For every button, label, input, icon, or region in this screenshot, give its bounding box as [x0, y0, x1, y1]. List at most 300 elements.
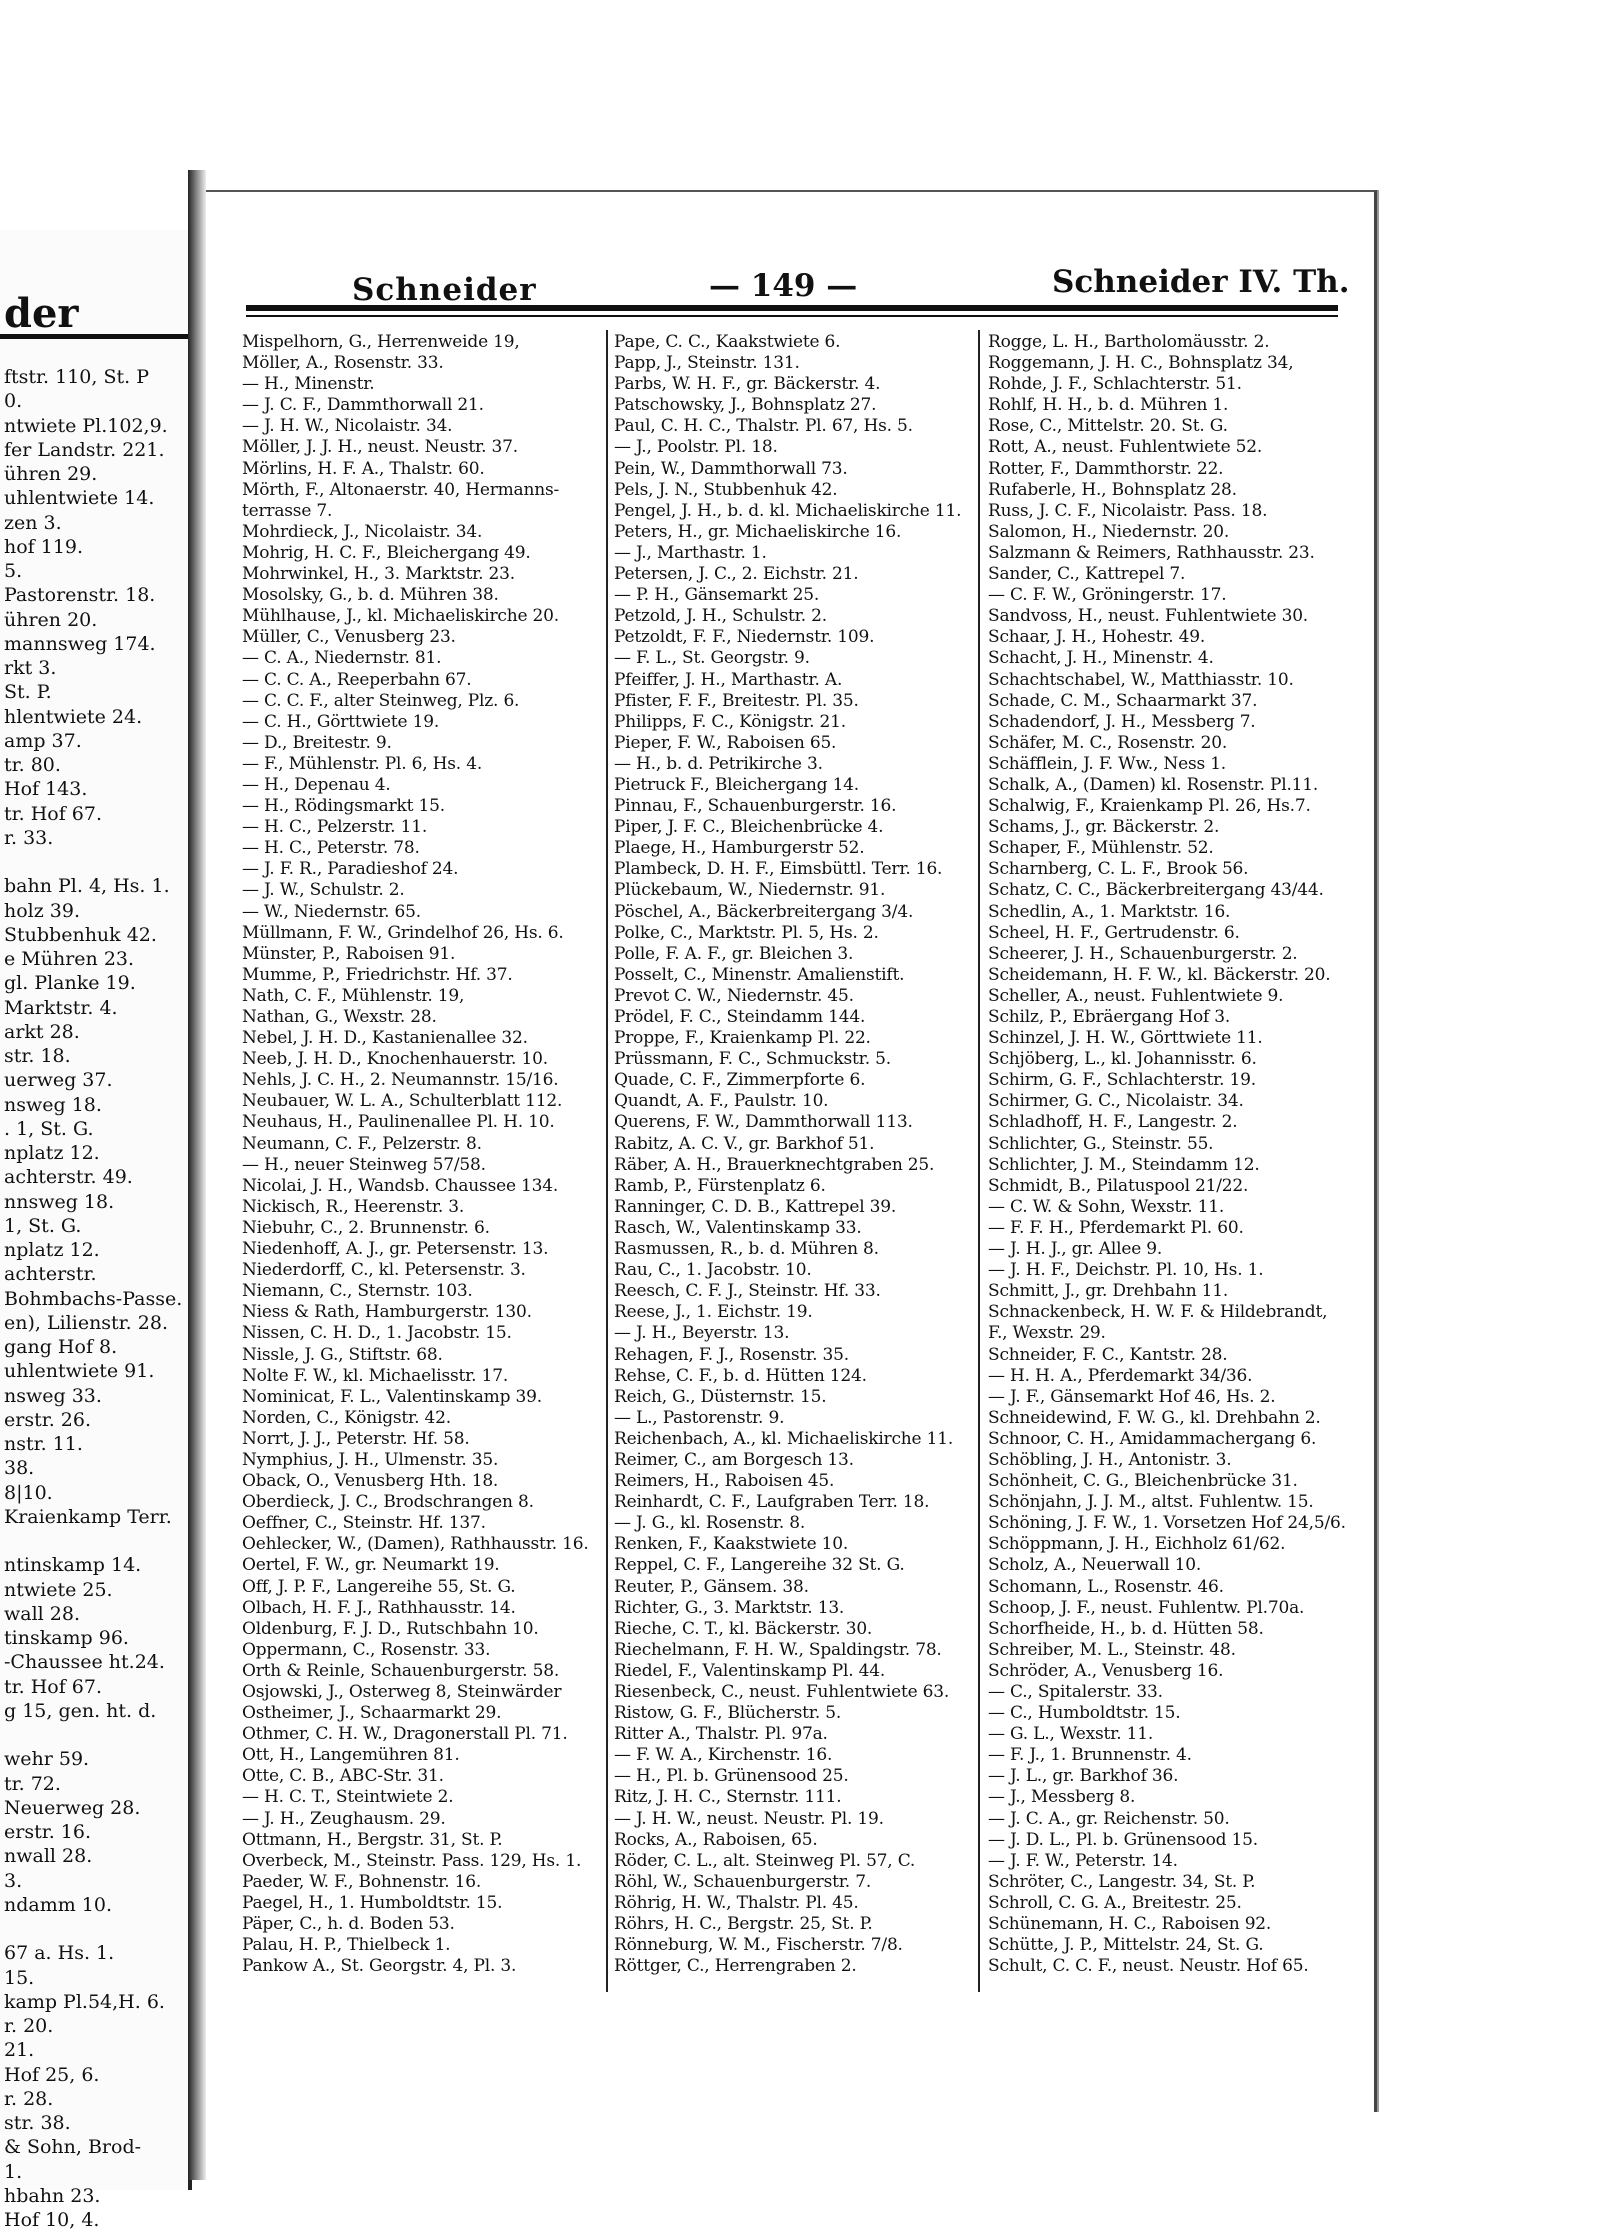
directory-entry: Patschowsky, J., Bohnsplatz 27.: [614, 395, 877, 416]
left-page-fragment: uhlentwiete 14.: [4, 487, 155, 510]
page-header: [206, 192, 1374, 312]
directory-entry: Schlichter, G., Steinstr. 55.: [988, 1133, 1214, 1154]
directory-entry: Nolte F. W., kl. Michaelisstr. 17.: [242, 1365, 509, 1386]
left-page-fragment: Bohmbachs-Passe.: [4, 1287, 183, 1310]
directory-entry: Röder, C. L., alt. Steinweg Pl. 57, C.: [614, 1850, 916, 1871]
directory-entry: Schladhoff, H. F., Langestr. 2.: [988, 1112, 1238, 1133]
left-page-fragment: [4, 850, 189, 874]
column-divider-1: [606, 330, 608, 1992]
left-page-fragment: Neuerweg 28.: [4, 1796, 141, 1819]
directory-entry: Riechelmann, F. H. W., Spaldingstr. 78.: [614, 1639, 942, 1660]
left-page-fragment: tinskamp 96.: [4, 1627, 129, 1649]
directory-entry: Schütte, J. P., Mittelstr. 24, St. G.: [988, 1935, 1264, 1956]
directory-entry: Parbs, W. H. F., gr. Bäckerstr. 4.: [614, 374, 881, 395]
directory-entry: Rufaberle, H., Bohnsplatz 28.: [988, 479, 1237, 500]
left-page-fragment: kamp Pl.54,H. 6.: [4, 1990, 165, 2013]
directory-entry: Rasmussen, R., b. d. Mühren 8.: [614, 1239, 879, 1260]
directory-entry: Oertel, F. W., gr. Neumarkt 19.: [242, 1555, 500, 1576]
directory-entry: — P. H., Gänsemarkt 25.: [614, 585, 820, 606]
left-page-fragment: achterstr.: [4, 1263, 97, 1286]
directory-entry: — H. C. T., Steintwiete 2.: [242, 1787, 454, 1808]
directory-entry: — H. C., Peterstr. 78.: [242, 838, 420, 859]
directory-entry: Scholz, A., Neuerwall 10.: [988, 1555, 1202, 1576]
header-right-title: Schneider IV. Th.: [1052, 264, 1350, 300]
left-page-fragment: Marktstr. 4.: [4, 996, 118, 1019]
left-page-fragment: holz 39.: [4, 899, 81, 922]
directory-entry: — J. H. W., neust. Neustr. Pl. 19.: [614, 1808, 884, 1829]
directory-entry: Schade, C. M., Schaarmarkt 37.: [988, 690, 1258, 711]
left-page-fragment: 67 a. Hs. 1.: [4, 1942, 115, 1965]
directory-entry: Reppel, C. F., Langereihe 32 St. G.: [614, 1555, 905, 1576]
directory-entry: Rönneburg, W. M., Fischerstr. 7/8.: [614, 1935, 903, 1956]
left-page-fragment: bahn Pl. 4, Hs. 1.: [4, 875, 170, 898]
directory-entry: Schoop, J. F., neust. Fuhlentw. Pl.70a.: [988, 1597, 1305, 1618]
directory-entry: Niess & Rath, Hamburgerstr. 130.: [242, 1302, 532, 1323]
directory-entry: Schöning, J. F. W., 1. Vorsetzen Hof 24,5/6.: [988, 1513, 1346, 1534]
directory-entry: Querens, F. W., Dammthorwall 113.: [614, 1112, 913, 1133]
left-page-fragment: nwall 28.: [4, 1845, 93, 1868]
directory-entry: — G. L., Wexstr. 11.: [988, 1724, 1154, 1745]
directory-entry: Orth & Reinle, Schauenburgerstr. 58.: [242, 1660, 560, 1681]
directory-entry: Schjöberg, L., kl. Johannisstr. 6.: [988, 1049, 1257, 1070]
directory-entry: Rott, A., neust. Fuhlentwiete 52.: [988, 437, 1263, 458]
column-1: [242, 332, 614, 1977]
directory-entry: Schaper, F., Mühlenstr. 52.: [988, 838, 1214, 859]
directory-entry: Schönheit, C. G., Bleichenbrücke 31.: [988, 1471, 1298, 1492]
directory-entry: Ramb, P., Fürstenplatz 6.: [614, 1175, 826, 1196]
directory-entry: — F. L., St. Georgstr. 9.: [614, 648, 810, 669]
directory-entry: — J. H. F., Deichstr. Pl. 10, Hs. 1.: [988, 1260, 1264, 1281]
directory-entry: — J. H. J., gr. Allee 9.: [988, 1239, 1163, 1260]
directory-entry: Schatz, C. C., Bäckerbreitergang 43/44.: [988, 880, 1324, 901]
left-page-fragment: ndamm 10.: [4, 1893, 113, 1916]
directory-entry: — J. G., kl. Rosenstr. 8.: [614, 1513, 806, 1534]
directory-entry: Schönjahn, J. J. M., altst. Fuhlentw. 15.: [988, 1492, 1314, 1513]
directory-entry: Neumann, C. F., Pelzerstr. 8.: [242, 1133, 482, 1154]
directory-entry: — J., Poolstr. Pl. 18.: [614, 437, 778, 458]
left-page-fragment: nplatz 12.: [4, 1239, 100, 1261]
directory-entry: Mohrwinkel, H., 3. Marktstr. 23.: [242, 564, 515, 585]
directory-entry: Sander, C., Kattrepel 7.: [988, 564, 1186, 585]
directory-entry: Rocks, A., Raboisen, 65.: [614, 1829, 818, 1850]
directory-entry: — J. W., Schulstr. 2.: [242, 880, 405, 901]
directory-entry: Neeb, J. H. D., Knochenhauerstr. 10.: [242, 1049, 548, 1070]
left-page-fragment: mannsweg 174.: [4, 632, 156, 655]
directory-entry: Pfister, F. F., Breitestr. Pl. 35.: [614, 690, 859, 711]
left-page-fragment: tr. Hof 67.: [4, 802, 103, 825]
directory-entry: Rehagen, F. J., Rosenstr. 35.: [614, 1344, 849, 1365]
directory-entry: Piper, J. F. C., Bleichenbrücke 4.: [614, 817, 884, 838]
directory-entry: Reese, J., 1. Eichstr. 19.: [614, 1302, 813, 1323]
directory-entry: Salomon, H., Niedernstr. 20.: [988, 521, 1230, 542]
directory-entry: — J., Marthastr. 1.: [614, 542, 767, 563]
directory-entry: Reimers, H., Raboisen 45.: [614, 1471, 835, 1492]
directory-entry: Oppermann, C., Rosenstr. 33.: [242, 1639, 491, 1660]
left-page-fragment: hof 119.: [4, 535, 84, 558]
directory-entry: Reinhardt, C. F., Laufgraben Terr. 18.: [614, 1492, 930, 1513]
directory-entry: — J. D. L., Pl. b. Grünensood 15.: [988, 1829, 1258, 1850]
left-page-fragment: 1, St. G.: [4, 1214, 82, 1237]
page-number: — 149 —: [709, 268, 858, 304]
directory-entry: Schlichter, J. M., Steindamm 12.: [988, 1154, 1260, 1175]
directory-entry: Nymphius, J. H., Ulmenstr. 35.: [242, 1449, 499, 1470]
left-page-fragment: 5.: [4, 560, 23, 582]
left-page-fragment: tr. 72.: [4, 1772, 61, 1795]
directory-entry: Schäfer, M. C., Rosenstr. 20.: [988, 732, 1228, 753]
left-page-fragment: ntwiete 25.: [4, 1578, 113, 1601]
left-page-fragment: erstr. 16.: [4, 1821, 92, 1843]
directory-entry: Nebel, J. H. D., Kastanienallee 32.: [242, 1028, 528, 1049]
directory-entry: Osjowski, J., Osterweg 8, Steinwärder: [242, 1682, 562, 1702]
directory-entry: Polke, C., Marktstr. Pl. 5, Hs. 2.: [614, 922, 879, 943]
directory-entry: — H., Depenau 4.: [242, 774, 391, 795]
left-page-fragment: . 1, St. G.: [4, 1117, 94, 1140]
directory-entry: — C., Spitalerstr. 33.: [988, 1682, 1163, 1702]
left-page-fragment: tr. Hof 67.: [4, 1675, 103, 1698]
directory-entry: Schmidt, B., Pilatuspool 21/22.: [988, 1175, 1249, 1196]
directory-entry: Ristow, G. F., Blücherstr. 5.: [614, 1703, 842, 1724]
left-page-fragment: achterstr. 49.: [4, 1166, 133, 1189]
directory-entry: Schalwig, F., Kraienkamp Pl. 26, Hs.7.: [988, 796, 1311, 817]
directory-entry: Overbeck, M., Steinstr. Pass. 129, Hs. 1.: [242, 1850, 582, 1871]
left-page-fragment: 8|10.: [4, 1481, 53, 1504]
directory-entry: Röttger, C., Herrengraben 2.: [614, 1956, 857, 1977]
directory-entry: Schünemann, H. C., Raboisen 92.: [988, 1914, 1272, 1935]
left-page-fragment: str. 18.: [4, 1045, 71, 1067]
left-page-fragment: fer Landstr. 221.: [4, 438, 165, 461]
directory-entry: Pöschel, A., Bäckerbreitergang 3/4.: [614, 901, 914, 922]
directory-entry: Paul, C. H. C., Thalstr. Pl. 67, Hs. 5.: [614, 416, 913, 437]
directory-entry: Reich, G., Düsternstr. 15.: [614, 1386, 827, 1407]
directory-entry: Plambeck, D. H. F., Eimsbüttl. Terr. 16.: [614, 859, 943, 880]
directory-entry: Otte, C. B., ABC-Str. 31.: [242, 1766, 444, 1787]
directory-entry: Quade, C. F., Zimmerpforte 6.: [614, 1070, 866, 1091]
directory-entry: Mohrdieck, J., Nicolaistr. 34.: [242, 521, 483, 542]
directory-entry: Pape, C. C., Kaakstwiete 6.: [614, 332, 841, 352]
directory-entry: Schäfflein, J. F. Ww., Ness 1.: [988, 753, 1227, 774]
directory-entry: — C., Humboldtstr. 15.: [988, 1703, 1181, 1724]
directory-entry: Rohlf, H. H., b. d. Mühren 1.: [988, 395, 1229, 416]
directory-entry: Oehlecker, W., (Damen), Rathhausstr. 16.: [242, 1534, 589, 1555]
directory-entry: Ottmann, H., Bergstr. 31, St. P.: [242, 1829, 503, 1850]
directory-entry: — J. C. F., Dammthorwall 21.: [242, 395, 484, 416]
directory-entry: Mispelhorn, G., Herrenweide 19,: [242, 332, 520, 352]
left-page-fragment: 21.: [4, 2039, 35, 2062]
directory-entry: Olbach, H. F. J., Rathhausstr. 14.: [242, 1597, 516, 1618]
left-page-fragment: str. 38.: [4, 2112, 71, 2134]
directory-entry: Mohrig, H. C. F., Bleichergang 49.: [242, 542, 531, 563]
left-page-fragment: [4, 1529, 189, 1553]
directory-entry: Schneider, F. C., Kantstr. 28.: [988, 1344, 1228, 1365]
directory-entry: Röhrig, H. W., Thalstr. Pl. 45.: [614, 1892, 859, 1913]
directory-entry: Schinzel, J. H. W., Görttwiete 11.: [988, 1028, 1263, 1049]
directory-entry: Niebuhr, C., 2. Brunnenstr. 6.: [242, 1217, 490, 1238]
directory-entry: Rotter, F., Dammthorstr. 22.: [988, 458, 1224, 479]
directory-entry: Nominicat, F. L., Valentinskamp 39.: [242, 1386, 542, 1407]
directory-entry: Othmer, C. H. W., Dragonerstall Pl. 71.: [242, 1724, 568, 1745]
directory-entry: Paegel, H., 1. Humboldtstr. 15.: [242, 1892, 503, 1913]
directory-entry: Nickisch, R., Heerenstr. 3.: [242, 1196, 465, 1217]
left-page-fragment: gang Hof 8.: [4, 1336, 118, 1358]
directory-entry: — H., Pl. b. Grünensood 25.: [614, 1766, 849, 1787]
directory-entry: Reimer, C., am Borgesch 13.: [614, 1449, 854, 1470]
directory-entry: Schöbling, J. H., Antonistr. 3.: [988, 1449, 1232, 1470]
directory-entry: — J. F., Gänsemarkt Hof 46, Hs. 2.: [988, 1386, 1276, 1407]
directory-entry: Proppe, F., Kraienkamp Pl. 22.: [614, 1028, 871, 1049]
directory-entry: Niemann, C., Sternstr. 103.: [242, 1281, 473, 1302]
directory-entry: — J. H., Zeughausm. 29.: [242, 1808, 446, 1829]
directory-entry: — F. F. H., Pferdemarkt Pl. 60.: [988, 1217, 1244, 1238]
directory-entry: Petzoldt, F. F., Niedernstr. 109.: [614, 627, 875, 648]
left-page-fragment: [4, 1917, 189, 1941]
directory-entry: Schnackenbeck, H. W. F. & Hildebrandt,: [988, 1302, 1328, 1323]
directory-entry: Schacht, J. H., Minenstr. 4.: [988, 648, 1214, 669]
directory-entry: Schirmer, G. C., Nicolaistr. 34.: [988, 1091, 1244, 1112]
directory-entry: Schroll, C. G. A., Breitestr. 25.: [988, 1892, 1242, 1913]
directory-entry: — C. A., Niedernstr. 81.: [242, 648, 442, 669]
left-page-lines: [4, 365, 189, 2232]
directory-entry: — F. W. A., Kirchenstr. 16.: [614, 1745, 833, 1766]
directory-entry: Röhl, W., Schauenburgerstr. 7.: [614, 1871, 872, 1892]
directory-entry: — W., Niedernstr. 65.: [242, 901, 421, 922]
directory-entry: — C. H., Görttwiete 19.: [242, 711, 440, 732]
directory-entry: Niedenhoff, A. J., gr. Petersenstr. 13.: [242, 1239, 549, 1260]
directory-entry: Schadendorf, J. H., Messberg 7.: [988, 711, 1256, 732]
directory-entry: Pieper, F. W., Raboisen 65.: [614, 732, 837, 753]
directory-entry: Schomann, L., Rosenstr. 46.: [988, 1576, 1224, 1597]
directory-entry: Roggemann, J. H. C., Bohnsplatz 34,: [988, 353, 1294, 374]
directory-entry: Neuhaus, H., Paulinenallee Pl. H. 10.: [242, 1112, 555, 1133]
left-page-fragment: Hof 25, 6.: [4, 2063, 100, 2086]
directory-entry: Pinnau, F., Schauenburgerstr. 16.: [614, 796, 897, 817]
directory-entry: — J. F. W., Peterstr. 14.: [988, 1850, 1178, 1871]
directory-entry: Pels, J. N., Stubbenhuk 42.: [614, 479, 838, 500]
directory-entry: F., Wexstr. 29.: [988, 1323, 1106, 1344]
directory-entry: Palau, H. P., Thielbeck 1.: [242, 1935, 451, 1956]
left-page-fragment: [4, 1723, 189, 1747]
directory-entry: Mumme, P., Friedrichstr. Hf. 37.: [242, 964, 513, 985]
directory-entry: Oberdieck, J. C., Brodschrangen 8.: [242, 1492, 534, 1513]
directory-entry: Polle, F. A. F., gr. Bleichen 3.: [614, 943, 854, 964]
directory-entry: Norden, C., Königstr. 42.: [242, 1407, 451, 1428]
directory-entry: Päper, C., h. d. Boden 53.: [242, 1914, 455, 1935]
left-page-fragment: ühren 29.: [4, 463, 98, 485]
directory-entry: Nissen, C. H. D., 1. Jacobstr. 15.: [242, 1323, 512, 1344]
left-page-fragment: hlentwiete 24.: [4, 705, 143, 728]
directory-entry: Nath, C. F., Mühlenstr. 19,: [242, 985, 465, 1006]
directory-entry: Neubauer, W. L. A., Schulterblatt 112.: [242, 1091, 563, 1112]
directory-entry: Ritter A., Thalstr. Pl. 97a.: [614, 1724, 828, 1745]
directory-entry: — J. L., gr. Barkhof 36.: [988, 1766, 1179, 1787]
directory-entry: Scheerer, J. H., Schauenburgerstr. 2.: [988, 943, 1298, 964]
directory-entry: Müller, C., Venusberg 23.: [242, 627, 456, 648]
directory-entry: — C. C. F., alter Steinweg, Plz. 6.: [242, 690, 520, 711]
directory-entry: Schöppmann, J. H., Eichholz 61/62.: [988, 1534, 1286, 1555]
directory-entry: Ott, H., Langemühren 81.: [242, 1745, 460, 1766]
directory-entry: Russ, J. C. F., Nicolaistr. Pass. 18.: [988, 500, 1268, 521]
directory-entry: — H. H. A., Pferdemarkt 34/36.: [988, 1365, 1253, 1386]
directory-entry: — H., Minenstr.: [242, 374, 375, 395]
directory-entry: Prevot C. W., Niedernstr. 45.: [614, 985, 854, 1006]
left-page-fragment: wehr 59.: [4, 1748, 90, 1771]
column-2: [614, 332, 986, 1977]
left-page-fragment: & Sohn, Brod-: [4, 2136, 142, 2159]
left-page-fragment: tr. 80.: [4, 754, 61, 776]
left-page-fragment: zen 3.: [4, 511, 62, 534]
directory-entry: Pietruck F., Bleichergang 14.: [614, 774, 859, 795]
left-page-fragment: 3.: [4, 1869, 23, 1892]
directory-entry: Reuter, P., Gänsem. 38.: [614, 1576, 809, 1597]
directory-entry: — H., Rödingsmarkt 15.: [242, 796, 445, 817]
directory-entry: Ostheimer, J., Schaarmarkt 29.: [242, 1703, 502, 1724]
directory-entry: Norrt, J. J., Peterstr. Hf. 58.: [242, 1428, 470, 1449]
left-page-fragment: nplatz 12.: [4, 1142, 100, 1164]
directory-entry: Niederdorff, C., kl. Petersenstr. 3.: [242, 1260, 526, 1281]
directory-entry: Schreiber, M. L., Steinstr. 48.: [988, 1639, 1236, 1660]
left-page-fragment: -Chaussee ht.24.: [4, 1651, 165, 1674]
directory-entry: Schorfheide, H., b. d. Hütten 58.: [988, 1618, 1264, 1639]
directory-entry: Oldenburg, F. J. D., Rutschbahn 10.: [242, 1618, 539, 1639]
directory-entry: Rohde, J. F., Schlachterstr. 51.: [988, 374, 1242, 395]
left-page-fragment: 38.: [4, 1457, 35, 1480]
directory-entry: Ritz, J. H. C., Sternstr. 111.: [614, 1787, 842, 1808]
directory-entry: Peters, H., gr. Michaeliskirche 16.: [614, 521, 902, 542]
directory-entry: Scheidemann, H. F. W., kl. Bäckerstr. 20.: [988, 964, 1331, 985]
directory-entry: Salzmann & Reimers, Rathhausstr. 23.: [988, 542, 1315, 563]
left-page-fragment: nsweg 18.: [4, 1093, 102, 1116]
left-page-fragment: ühren 20.: [4, 608, 98, 631]
directory-entry: Scheller, A., neust. Fuhlentwiete 9.: [988, 985, 1284, 1006]
directory-entry: Reesch, C. F. J., Steinstr. Hf. 33.: [614, 1281, 881, 1302]
directory-entry: Rau, C., 1. Jacobstr. 10.: [614, 1260, 812, 1281]
directory-entry: Plückebaum, W., Niedernstr. 91.: [614, 880, 886, 901]
left-page-header: der: [4, 290, 79, 337]
directory-entry: Schaar, J. H., Hohestr. 49.: [988, 627, 1206, 648]
directory-entry: terrasse 7.: [242, 500, 333, 521]
left-page-rule: [0, 334, 188, 339]
directory-entry: Rogge, L. H., Bartholomäusstr. 2.: [988, 332, 1270, 352]
left-page-fragment: ftstr. 110, St. P: [4, 366, 149, 388]
directory-entry: Nicolai, J. H., Wandsb. Chaussee 134.: [242, 1175, 559, 1196]
directory-entry: Schmitt, J., gr. Drehbahn 11.: [988, 1281, 1229, 1302]
left-page-fragment: uhlentwiete 91.: [4, 1360, 155, 1383]
left-page-fragment: nstr. 11.: [4, 1433, 83, 1455]
left-page-fragment: arkt 28.: [4, 1020, 80, 1043]
left-page-fragment: uerweg 37.: [4, 1069, 113, 1092]
directory-entry: Schnoor, C. H., Amidammachergang 6.: [988, 1428, 1317, 1449]
directory-entry: Papp, J., Steinstr. 131.: [614, 353, 800, 374]
directory-entry: Schröder, A., Venusberg 16.: [988, 1660, 1224, 1681]
left-page-fragment: gl. Planke 19.: [4, 972, 136, 995]
left-page-fragment: ntwiete Pl.102,9.: [4, 414, 168, 437]
left-page-fragment: r. 28.: [4, 2087, 54, 2110]
directory-entry: Reichenbach, A., kl. Michaeliskirche 11.: [614, 1428, 954, 1449]
left-page-fragment: 1.: [4, 2160, 23, 2183]
left-page-fragment: Hof 143.: [4, 778, 88, 801]
directory-entry: Philipps, F. C., Königstr. 21.: [614, 711, 846, 732]
left-page-fragment: St. P.: [4, 681, 52, 704]
directory-entry: Posselt, C., Minenstr. Amalienstift.: [614, 964, 905, 985]
directory-entry: Rehse, C. F., b. d. Hütten 124.: [614, 1365, 867, 1386]
directory-entry: Prüssmann, F. C., Schmuckstr. 5.: [614, 1049, 891, 1070]
column-3: [988, 332, 1368, 1977]
directory-entry: Schams, J., gr. Bäckerstr. 2.: [988, 817, 1220, 838]
directory-entry: Röhrs, H. C., Bergstr. 25, St. P.: [614, 1914, 873, 1935]
directory-entry: Schirm, G. F., Schlachterstr. 19.: [988, 1070, 1256, 1091]
directory-entry: Quandt, A. F., Paulstr. 10.: [614, 1091, 829, 1112]
header-rule-thick: [246, 305, 1338, 311]
directory-entry: Rasch, W., Valentinskamp 33.: [614, 1217, 862, 1238]
directory-entry: — J. F. R., Paradieshof 24.: [242, 859, 459, 880]
left-page-fragment: 15.: [4, 1966, 35, 1989]
directory-entry: Petersen, J. C., 2. Eichstr. 21.: [614, 564, 859, 585]
directory-entry: Scharnberg, C. L. F., Brook 56.: [988, 859, 1249, 880]
directory-entry: — D., Breitestr. 9.: [242, 732, 392, 753]
directory-entry: Sandvoss, H., neust. Fuhlentwiete 30.: [988, 606, 1309, 627]
left-page-fragment: nsweg 33.: [4, 1384, 102, 1407]
directory-entry: — H. C., Pelzerstr. 11.: [242, 817, 428, 838]
left-page-fragment: erstr. 26.: [4, 1408, 92, 1431]
directory-entry: — L., Pastorenstr. 9.: [614, 1407, 785, 1428]
directory-entry: — C. W. & Sohn, Wexstr. 11.: [988, 1196, 1225, 1217]
left-page-fragment: e Mühren 23.: [4, 948, 135, 970]
left-page-fragment: r. 33.: [4, 826, 54, 849]
book-gutter: [188, 170, 206, 2180]
directory-entry: Richter, G., 3. Marktstr. 13.: [614, 1597, 845, 1618]
directory-entry: Münster, P., Raboisen 91.: [242, 943, 456, 964]
directory-entry: Nehls, J. C. H., 2. Neumannstr. 15/16.: [242, 1070, 559, 1091]
directory-entry: Müllmann, F. W., Grindelhof 26, Hs. 6.: [242, 922, 564, 943]
directory-entry: Riedel, F., Valentinskamp Pl. 44.: [614, 1660, 886, 1681]
left-page-fragment: rkt 3.: [4, 657, 57, 679]
left-page-fragment: hbahn 23.: [4, 2184, 101, 2207]
directory-entry: — H., neuer Steinweg 57/58.: [242, 1154, 486, 1175]
directory-entry: Schalk, A., (Damen) kl. Rosenstr. Pl.11.: [988, 774, 1319, 795]
directory-entry: — J. H., Beyerstr. 13.: [614, 1323, 790, 1344]
directory-entry: Oback, O., Venusberg Hth. 18.: [242, 1471, 499, 1492]
directory-entry: — J. C. A., gr. Reichenstr. 50.: [988, 1808, 1230, 1829]
directory-entry: Off, J. P. F., Langereihe 55, St. G.: [242, 1576, 516, 1597]
directory-entry: Scheel, H. F., Gertrudenstr. 6.: [988, 922, 1240, 943]
directory-entry: Schröter, C., Langestr. 34, St. P.: [988, 1871, 1256, 1892]
directory-entry: Pfeiffer, J. H., Marthastr. A.: [614, 669, 843, 690]
directory-entry: Renken, F., Kaakstwiete 10.: [614, 1534, 849, 1555]
directory-entry: — J. H. W., Nicolaistr. 34.: [242, 416, 453, 437]
directory-entry: Rieche, C. T., kl. Bäckerstr. 30.: [614, 1618, 873, 1639]
directory-entry: Schult, C. C. F., neust. Neustr. Hof 65.: [988, 1956, 1309, 1977]
left-page-fragment: Kraienkamp Terr.: [4, 1505, 172, 1528]
directory-entry: Schachtschabel, W., Matthiasstr. 10.: [988, 669, 1294, 690]
directory-entry: Pengel, J. H., b. d. kl. Michaeliskirche 11.: [614, 500, 962, 521]
left-page-fragment: wall 28.: [4, 1602, 80, 1625]
left-page-fragment: g 15, gen. ht. d.: [4, 1699, 157, 1722]
directory-entry: — C. F. W., Gröningerstr. 17.: [988, 585, 1227, 606]
directory-entry: Riesenbeck, C., neust. Fuhlentwiete 63.: [614, 1682, 950, 1702]
directory-entry: Pein, W., Dammthorwall 73.: [614, 458, 848, 479]
directory-entry: Nathan, G., Wexstr. 28.: [242, 1007, 437, 1027]
left-page-fragment: ntinskamp 14.: [4, 1554, 142, 1577]
header-left-title: Schneider: [352, 272, 537, 308]
directory-entry: — J., Messberg 8.: [988, 1787, 1136, 1808]
directory-entry: Rose, C., Mittelstr. 20. St. G.: [988, 416, 1228, 437]
directory-entry: Räber, A. H., Brauerknechtgraben 25.: [614, 1154, 935, 1175]
left-page-fragment: Pastorenstr. 18.: [4, 584, 156, 607]
directory-entry: Möller, J. J. H., neust. Neustr. 37.: [242, 437, 518, 458]
directory-entry: Paeder, W. F., Bohnenstr. 16.: [242, 1871, 482, 1892]
directory-entry: Nissle, J. G., Stiftstr. 68.: [242, 1344, 443, 1365]
directory-entry: Plaege, H., Hamburgerstr 52.: [614, 838, 865, 859]
directory-entry: Schedlin, A., 1. Marktstr. 16.: [988, 901, 1231, 922]
